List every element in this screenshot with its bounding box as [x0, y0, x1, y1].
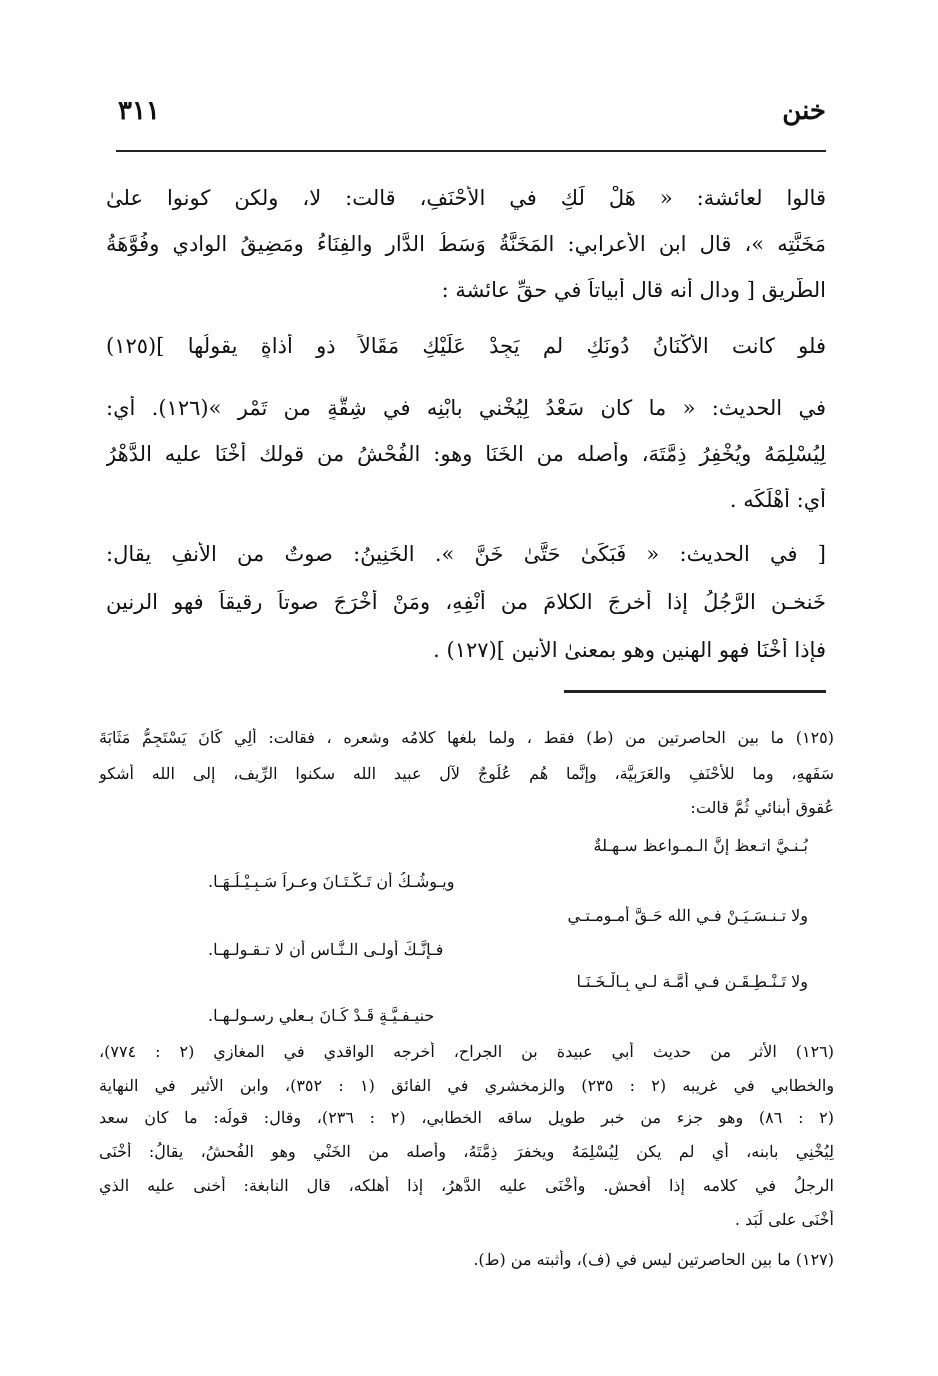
body-line: خَنخـن الرَّجُلُ إذا أخرجَ الكلامَ من أَنْفِهِ، ومَنْ أَخْرَجَ صوتاً رقيقاً فهو الرنين	[106, 590, 826, 614]
footnote-line: عُقوق أبنائي ثُمَّ قالت:	[690, 798, 834, 817]
body-line: في الحديث: « ما كان سَعْدُ لِيُخْني بابْنِه في شِقَّةٍ من تَمْرٍ »(١٢٦). أي:	[106, 396, 826, 420]
poem-line: ولا تَـنْـطِـقَـن فـي أمَّـة لـي بِـالْـخَـنَـا	[576, 972, 808, 991]
footnote-line: (١٢٧) ما بين الحاصرتين ليس في (ف)، وأثبته من (ط).	[473, 1250, 834, 1269]
body-line: فإذا أَخْنَا فهو الهنين وهو بمعنىٰ الأنين ](١٢٧) .	[433, 638, 826, 662]
body-line: [ في الحديث: « فَبَكَىٰ حَتَّىٰ خَنَّ ». الخَنِينُ: صوتٌ من الأنفِ يقال:	[106, 542, 826, 566]
footnote-line: (١٢٥) ما بين الحاصرتين من (ط) فقط ، ولما بلغها كلامُه وشعره ، فقالت: أَلِي كَانَ يَسْتَجِمُّ مَثَابَةَ	[99, 728, 834, 747]
page-number: ٣١١	[118, 96, 160, 126]
poem-line: ويـوشُـكُ أن تَـكْـتَـانَ وعـراً سَـبِـيْـلُـهَـا.	[208, 872, 455, 891]
poem-line: ولا تـنـسَـيَـنْ فـي الله حَـقَّ أُمـومـتـي	[567, 906, 808, 925]
footnote-line: لِيُخْنِي بابنه، أي لم يكن لِيُسْلِمَهُ ويخفرَ ذِمَّتَهُ، وأصله من الخَنْي وهو الفُحشُ، يقالُ: أَخْنَى	[99, 1142, 834, 1161]
body-line: قالوا لعائشة: « هَلْ لَكِ في الأَحْنَفِ، قالت: لا، ولكن كونوا علىٰ	[106, 186, 826, 210]
page-title: خنن	[782, 96, 826, 126]
header-divider	[116, 150, 826, 152]
footnote-line: (١٢٦) الأثر من حديث أبي عبيدة بن الجراح، أخرجه الواقدي في المغازي (٢ : ٧٧٤)،	[99, 1042, 834, 1061]
footnote-line: سَفَهِهِ، وما للأَحْنَفِ والعَرَبِيَّة، وإنَّما هُم عُلُوجٌ لآل عبيد الله سكنوا الرِّيف، إلى الله أشكو	[99, 764, 834, 783]
footnote-line: (٢ : ٨٦) وهو جزء من خبر طويل ساقه الخطابي، (٢ : ٢٣٦)، وقال: قولُه: ما كان سعد	[99, 1108, 834, 1127]
poem-line: بُـنـيَّ اتـعظ إنَّ الـمـواعظ سـهـلةٌ	[593, 836, 808, 855]
verse-line: فلو كانت الأكْنَانُ دُونَكِ لم يَجِدْ عَلَيْكِ مَقَالاً ذو أَذاةٍ يقولُها ](١٢٥)	[106, 334, 826, 358]
poem-line: حنيـفـيَّـةٍ قَـدْ كَـانَ بـعلي رسـولـهـا.	[208, 1006, 435, 1025]
footnote-line: والخطابي في غريبه (٢ : ٢٣٥) والزمخشري في الفائق (١ : ٣٥٢)، وابن الأثير في النهاية	[99, 1076, 834, 1095]
footnote-divider	[564, 690, 826, 693]
footnote-line: الرجلُ في كلامه إذا أفحش. وأَخْنَى عليه الدَّهرُ، إذا أهلكه، قال النابغة: أخنى عليه الذي	[99, 1176, 834, 1195]
body-line: مَخَنَّتِه »، قال ابن الأعرابي: المَخَنَّةُ وَسَطُ الدَّارِ والفِنَاءُ ومَضِيقُ الوادي وفُوَّهَةُ	[106, 232, 826, 256]
body-line: أي: أَهْلَكَه .	[729, 488, 826, 512]
body-line: الطَّرِيقِ [ ودال أنه قال أبياتاً في حقِّ عائشة :	[441, 278, 826, 302]
poem-line: فـإنَّـكَ أولـى الـنَّـاس أن لا تـقـولـهـا.	[208, 940, 444, 959]
body-line: لِيُسْلِمَهُ ويُخْفِرُ ذِمَّتَهَ، وأصله من الخَنَا وهو: الفُحْشُ من قولك أَخْنَا عليه الدَّهْرُ	[106, 442, 826, 466]
footnote-line: أَخْنَى على لُبَد .	[734, 1210, 834, 1229]
